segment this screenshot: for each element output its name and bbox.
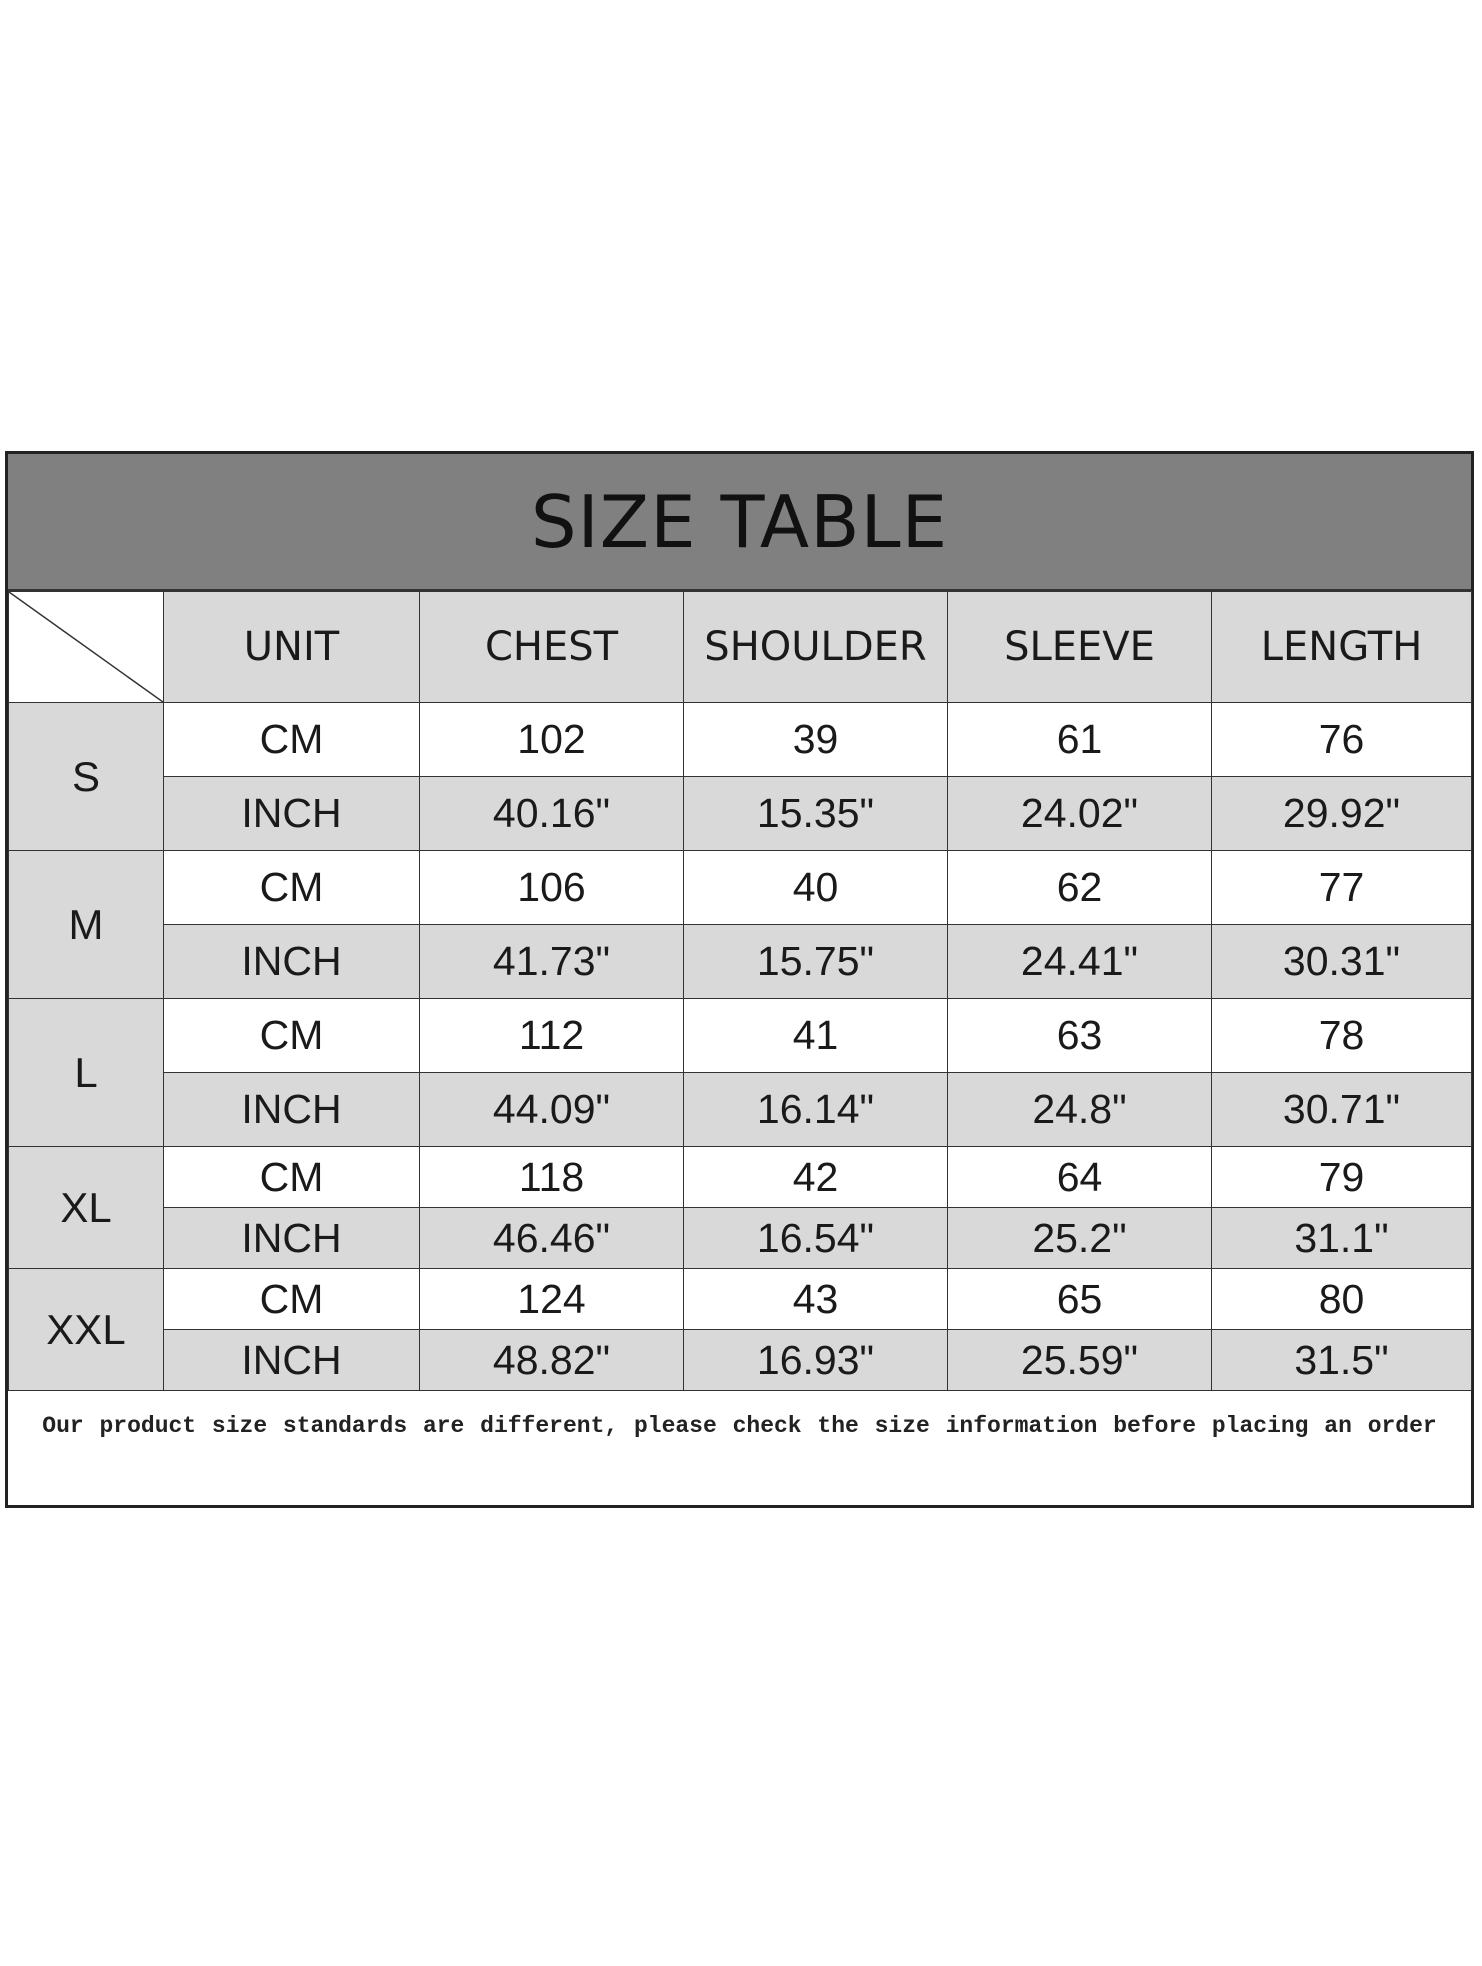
- chest-value: 112: [420, 999, 684, 1073]
- size-label: XL: [9, 1147, 164, 1269]
- length-value: 78: [1212, 999, 1472, 1073]
- shoulder-value: 16.14": [684, 1073, 948, 1147]
- unit-cell: INCH: [164, 1073, 420, 1147]
- shoulder-value: 39: [684, 703, 948, 777]
- size-label: L: [9, 999, 164, 1147]
- sleeve-value: 24.8": [948, 1073, 1212, 1147]
- sleeve-value: 62: [948, 851, 1212, 925]
- column-header-sleeve: SLEEVE: [948, 592, 1212, 703]
- shoulder-value: 16.54": [684, 1208, 948, 1269]
- chest-value: 46.46": [420, 1208, 684, 1269]
- shoulder-value: 43: [684, 1269, 948, 1330]
- length-value: 29.92": [1212, 777, 1472, 851]
- chest-value: 41.73": [420, 925, 684, 999]
- size-table: [8, 591, 1472, 1391]
- size-label: XXL: [9, 1269, 164, 1391]
- unit-cell: CM: [164, 851, 420, 925]
- unit-cell: INCH: [164, 777, 420, 851]
- unit-cell: INCH: [164, 1208, 420, 1269]
- title-bar: [8, 454, 1471, 591]
- sleeve-value: 64: [948, 1147, 1212, 1208]
- column-header-chest: CHEST: [420, 592, 684, 703]
- chest-value: 102: [420, 703, 684, 777]
- table-row: [9, 703, 1472, 777]
- sleeve-value: 25.2": [948, 1208, 1212, 1269]
- diagonal-divider-icon: [9, 592, 163, 702]
- unit-cell: INCH: [164, 925, 420, 999]
- table-row: [9, 1330, 1472, 1391]
- length-value: 76: [1212, 703, 1472, 777]
- unit-cell: CM: [164, 703, 420, 777]
- shoulder-value: 15.35": [684, 777, 948, 851]
- sleeve-value: 61: [948, 703, 1212, 777]
- length-value: 31.1": [1212, 1208, 1472, 1269]
- length-value: 30.31": [1212, 925, 1472, 999]
- chest-value: 118: [420, 1147, 684, 1208]
- size-chart: [5, 451, 1474, 1508]
- shoulder-value: 16.93": [684, 1330, 948, 1391]
- sleeve-value: 25.59": [948, 1330, 1212, 1391]
- table-row: [9, 925, 1472, 999]
- chest-value: 40.16": [420, 777, 684, 851]
- unit-cell: CM: [164, 999, 420, 1073]
- shoulder-value: 15.75": [684, 925, 948, 999]
- sleeve-value: 65: [948, 1269, 1212, 1330]
- shoulder-value: 40: [684, 851, 948, 925]
- size-label: S: [9, 703, 164, 851]
- chart-title: SIZE TABLE: [530, 479, 949, 564]
- length-value: 80: [1212, 1269, 1472, 1330]
- header-row: [9, 592, 1472, 703]
- length-value: 77: [1212, 851, 1472, 925]
- table-row: [9, 851, 1472, 925]
- sleeve-value: 63: [948, 999, 1212, 1073]
- unit-cell: CM: [164, 1269, 420, 1330]
- shoulder-value: 41: [684, 999, 948, 1073]
- length-value: 31.5": [1212, 1330, 1472, 1391]
- unit-cell: CM: [164, 1147, 420, 1208]
- sleeve-value: 24.02": [948, 777, 1212, 851]
- size-note: Our product size standards are different, please check the size information before placing an order: [42, 1413, 1437, 1439]
- sleeve-value: 24.41": [948, 925, 1212, 999]
- shoulder-value: 42: [684, 1147, 948, 1208]
- chest-value: 124: [420, 1269, 684, 1330]
- size-label: M: [9, 851, 164, 999]
- unit-cell: INCH: [164, 1330, 420, 1391]
- table-row: [9, 1147, 1472, 1208]
- corner-cell: [9, 592, 164, 703]
- column-header-shoulder: SHOULDER: [684, 592, 948, 703]
- length-value: 30.71": [1212, 1073, 1472, 1147]
- table-row: [9, 1269, 1472, 1330]
- column-header-length: LENGTH: [1212, 592, 1472, 703]
- table-row: [9, 999, 1472, 1073]
- table-row: [9, 777, 1472, 851]
- table-row: [9, 1073, 1472, 1147]
- chest-value: 106: [420, 851, 684, 925]
- length-value: 79: [1212, 1147, 1472, 1208]
- chest-value: 44.09": [420, 1073, 684, 1147]
- table-row: [9, 1208, 1472, 1269]
- column-header-unit: UNIT: [164, 592, 420, 703]
- chest-value: 48.82": [420, 1330, 684, 1391]
